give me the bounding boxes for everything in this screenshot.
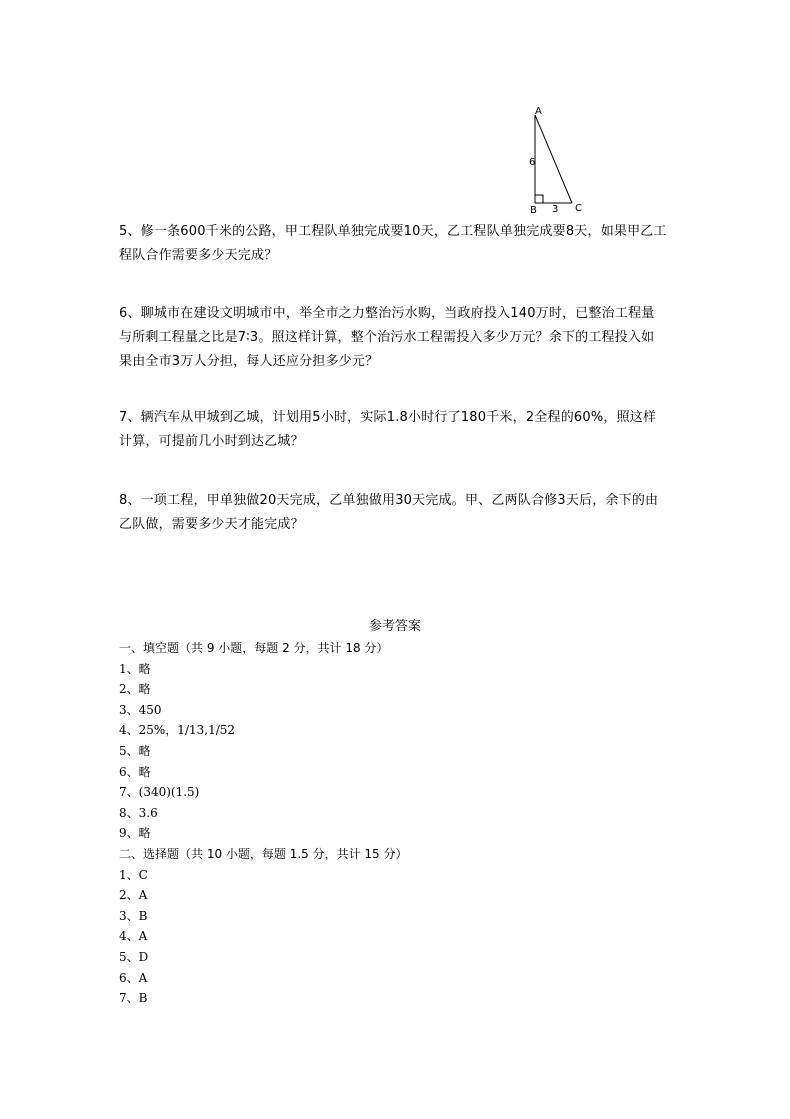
answer-item: 5、D: [119, 949, 149, 964]
answer-item: 1、略: [119, 661, 151, 676]
section-heading-multiple-choice: 二、选择题（共 10 小题，每题 1.5 分，共计 15 分）: [119, 846, 408, 861]
answer-item: 5、略: [119, 743, 151, 758]
side-bc-label: 3: [552, 204, 559, 215]
right-triangle-figure: [520, 103, 595, 217]
problem-7: 7、辆汽车从甲城到乙城，计划用5小时，实际1.8小时行了180千米，2全程的60%，照这样计算，可提前几小时到达乙城？: [119, 410, 657, 449]
answer-key: [119, 638, 679, 1009]
right-angle-marker: [535, 195, 543, 203]
answers-title: 参考答案: [368, 619, 421, 634]
answer-item: 6、略: [119, 764, 151, 779]
problem-6: 6、聊城市在建设文明城市中，举全市之力整治污水购，当政府投入140万时，已整治工程量与所剩工程量之比是7∶3。照这样计算，整个治污水工程需投入多少万元？余下的工程投入如果由全市3万人分担，每人还应分担多少元？: [119, 306, 655, 369]
side-ac: [535, 115, 572, 203]
answer-item: 2、略: [119, 682, 151, 697]
section-heading-fill-in: 一、填空题（共 9 小题，每题 2 分，共计 18 分）: [119, 641, 389, 655]
problem-5: 5、修一条600千米的公路，甲工程队单独完成要10天，乙工程队单独完成要8天，如果甲乙工程队合作需要多少天完成？: [119, 224, 667, 263]
vertex-a-label: A: [535, 106, 542, 117]
answer-item: 9、略: [119, 826, 151, 841]
answer-item: 8、3.6: [119, 805, 158, 820]
answer-item: 7、(340)(1.5): [119, 785, 200, 800]
triangle-diagram: [520, 103, 595, 217]
vertex-b-label: B: [530, 205, 537, 216]
answer-item: 1、C: [119, 867, 148, 882]
answer-item: 3、B: [119, 908, 148, 923]
answer-item: 2、A: [119, 888, 148, 903]
answer-item: 4、A: [119, 929, 148, 944]
answer-item: 3、450: [119, 702, 162, 717]
answer-item: 4、25%，1/13,1/52: [119, 723, 236, 738]
answer-item: 6、A: [119, 970, 148, 985]
side-ab-label: 6: [529, 157, 536, 168]
vertex-c-label: C: [575, 203, 582, 214]
problem-8: 8、一项工程，甲单独做20天完成，乙单独做用30天完成。甲、乙两队合修3天后，余下的由乙队做，需要多少天才能完成？: [119, 493, 659, 532]
answer-item: 7、B: [119, 991, 148, 1006]
